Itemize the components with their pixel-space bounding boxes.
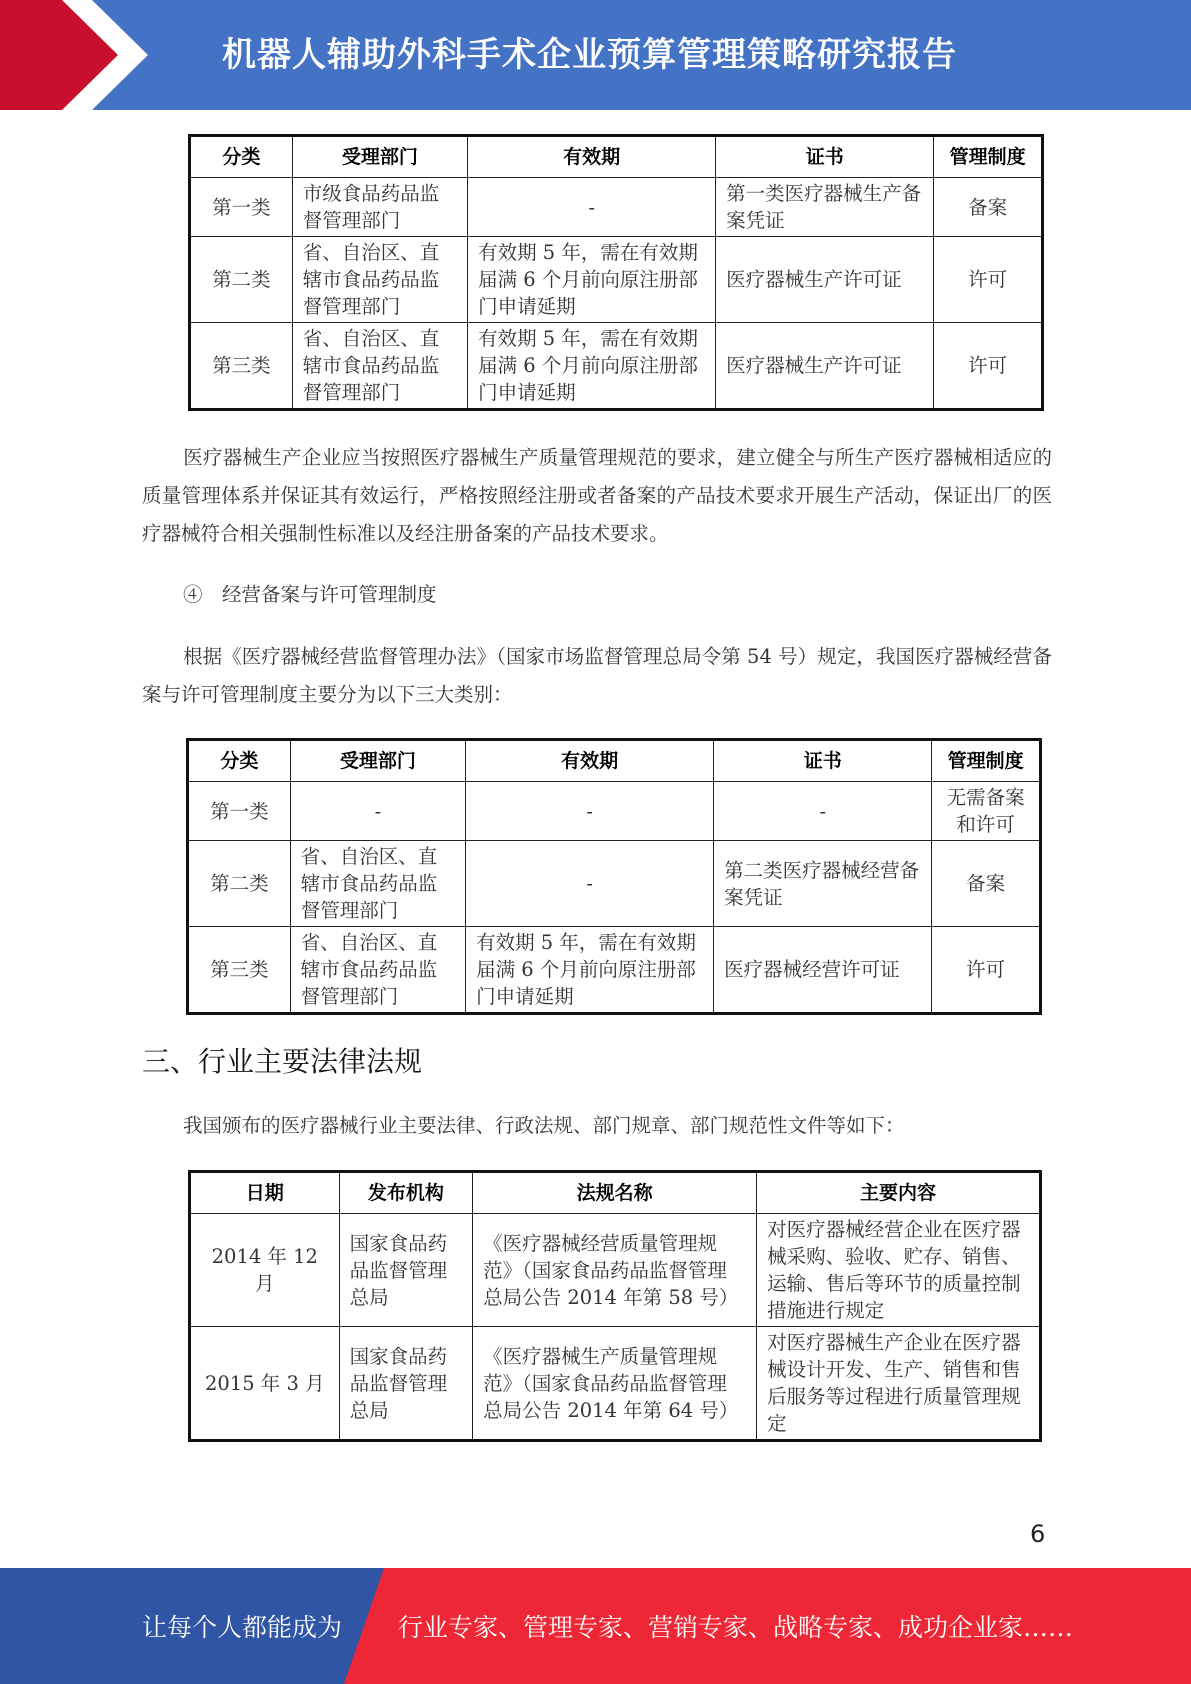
table-header-cell: 管理制度 [932,740,1041,782]
table-header-row [190,136,1043,178]
table-cell: 第一类 [190,178,293,237]
page-number: 6 [1030,1520,1046,1548]
business-license-subheading: ④ 经营备案与许可管理制度 [183,583,437,606]
table-row [190,323,1043,410]
table-cell: 第三类 [190,323,293,410]
table-cell: 许可 [932,927,1041,1014]
table-header-cell: 受理部门 [292,136,467,178]
table-header-cell: 证书 [716,136,934,178]
table-cell: 无需备案和许可 [932,782,1041,841]
table-cell: 医疗器械生产许可证 [716,323,934,410]
table-cell: 有效期 5 年，需在有效期届满 6 个月前向原注册部门申请延期 [468,323,716,410]
table-cell: - [466,782,714,841]
table-cell: 省、自治区、直辖市食品药品监督管理部门 [292,323,467,410]
table-cell: 许可 [934,323,1043,410]
table-header-cell: 分类 [190,136,293,178]
table-cell: 2014 年 12 月 [190,1214,340,1327]
table-cell: 对医疗器械生产企业在医疗器械设计开发、生产、销售和售后服务等过程进行质量管理规定 [757,1327,1041,1441]
table-header-cell: 法规名称 [473,1172,757,1214]
table-cell: - [290,782,465,841]
table-header-row [190,1172,1041,1214]
table-cell: 对医疗器械经营企业在医疗器械采购、验收、贮存、销售、运输、售后等环节的质量控制措施进行规定 [757,1214,1041,1327]
table-row [190,178,1043,237]
table-cell: - [714,782,932,841]
table-row [190,1214,1041,1327]
page-footer [0,1568,1191,1684]
table-cell: 许可 [934,237,1043,323]
table-cell: 省、自治区、直辖市食品药品监督管理部门 [290,841,465,927]
report-title: 机器人辅助外科手术企业预算管理策略研究报告 [222,35,957,75]
table-row [188,782,1041,841]
laws-intro-paragraph: 我国颁布的医疗器械行业主要法律、行政法规、部门规章、部门规范性文件等如下： [183,1114,905,1137]
footer-slogan-right: 行业专家、管理专家、营销专家、战略专家、成功企业家…… [398,1613,1074,1642]
table-header-cell: 日期 [190,1172,340,1214]
production-quality-paragraph: 医疗器械生产企业应当按照医疗器械生产质量管理规范的要求，建立健全与所生产医疗器械相适应的质量管理体系并保证其有效运行，严格按照经注册或者备案的产品技术要求开展生产活动，保证出厂的医疗器械符合相关强制性标准以及经注册备案的产品技术要求。 [142,446,1052,545]
table-header-cell: 受理部门 [290,740,465,782]
business-license-table [186,738,1042,1015]
table-header-cell: 主要内容 [757,1172,1041,1214]
table-cell: 省、自治区、直辖市食品药品监督管理部门 [290,927,465,1014]
table-header-cell: 有效期 [468,136,716,178]
table-header-cell: 有效期 [466,740,714,782]
table-cell: 第一类医疗器械生产备案凭证 [716,178,934,237]
table-cell: 2015 年 3 月 [190,1327,340,1441]
table-header-cell: 发布机构 [339,1172,473,1214]
laws-regulations-table [188,1170,1042,1442]
table-header-cell: 证书 [714,740,932,782]
section-heading: 三、行业主要法律法规 [142,1045,423,1078]
table-cell: 第二类医疗器械经营备案凭证 [714,841,932,927]
table-cell: 省、自治区、直辖市食品药品监督管理部门 [292,237,467,323]
table-cell: 《医疗器械生产质量管理规范》（国家食品药品监督管理总局公告 2014 年第 64 号） [473,1327,757,1441]
table-cell: 市级食品药品监督管理部门 [292,178,467,237]
table-cell: 第三类 [188,927,291,1014]
table-cell: 第二类 [190,237,293,323]
page-header [0,0,1191,110]
table-cell: 备案 [934,178,1043,237]
table-header-cell: 分类 [188,740,291,782]
footer-slogan-left: 让每个人都能成为 [142,1613,343,1642]
table-row [190,237,1043,323]
production-license-table [188,134,1044,411]
table-cell: 备案 [932,841,1041,927]
table-cell: 医疗器械经营许可证 [714,927,932,1014]
table-cell: 有效期 5 年，需在有效期届满 6 个月前向原注册部门申请延期 [468,237,716,323]
table-cell: 国家食品药品监督管理总局 [339,1214,473,1327]
table-cell: - [468,178,716,237]
table-cell: 有效期 5 年，需在有效期届满 6 个月前向原注册部门申请延期 [466,927,714,1014]
table-row [190,1327,1041,1441]
table-row [188,927,1041,1014]
table-cell: 医疗器械生产许可证 [716,237,934,323]
business-regulation-paragraph: 根据《医疗器械经营监督管理办法》（国家市场监督管理总局令第 54 号）规定，我国医疗器械经营备案与许可管理制度主要分为以下三大类别： [142,645,1052,706]
table-cell: 国家食品药品监督管理总局 [339,1327,473,1441]
table-cell: 《医疗器械经营质量管理规范》（国家食品药品监督管理总局公告 2014 年第 58 号） [473,1214,757,1327]
table-cell: 第二类 [188,841,291,927]
table-cell: - [466,841,714,927]
table-cell: 第一类 [188,782,291,841]
table-header-row [188,740,1041,782]
table-header-cell: 管理制度 [934,136,1043,178]
table-row [188,841,1041,927]
